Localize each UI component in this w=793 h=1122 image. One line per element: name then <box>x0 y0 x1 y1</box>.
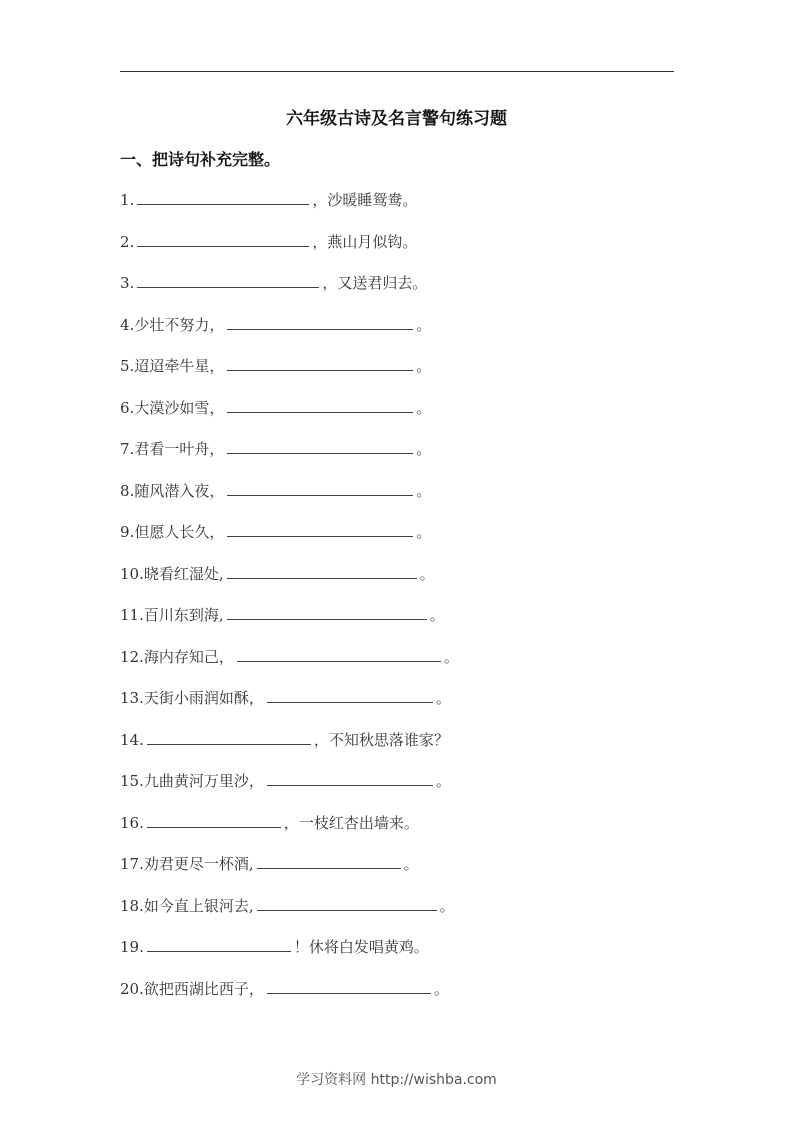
item-number: 16. <box>120 813 144 832</box>
exercise-item <box>120 812 680 854</box>
answer-blank[interactable] <box>227 356 413 371</box>
item-prefix: 随风潜入夜， <box>134 481 225 500</box>
exercise-item <box>120 480 680 522</box>
item-prefix: 九曲黄河万里沙， <box>143 772 264 790</box>
exercise-item <box>120 770 680 812</box>
page-title: 六年级古诗及名言警句练习题 <box>286 109 507 129</box>
answer-blank[interactable] <box>237 647 441 662</box>
exercise-item <box>120 978 680 1020</box>
item-number: 5. <box>120 357 135 375</box>
item-number: 19. <box>120 938 144 956</box>
answer-blank[interactable] <box>147 813 281 828</box>
item-prefix: 晓看红湿处, <box>143 564 224 583</box>
answer-blank[interactable] <box>147 730 311 745</box>
exercise-item <box>120 438 680 480</box>
answer-blank[interactable] <box>137 273 319 288</box>
item-suffix: 。 <box>416 398 432 417</box>
item-suffix: ，不知秋思落谁家？ <box>313 730 449 749</box>
item-suffix: 。 <box>416 440 432 458</box>
exercise-item <box>120 314 680 356</box>
exercise-item <box>120 604 680 646</box>
item-suffix: 。 <box>439 896 455 915</box>
answer-blank[interactable] <box>227 564 417 579</box>
item-prefix: 少壮不努力， <box>134 315 225 334</box>
exercise-list <box>120 189 680 1019</box>
item-suffix: 。 <box>429 606 445 624</box>
answer-blank[interactable] <box>227 481 413 496</box>
item-prefix: 迢迢牵牛星， <box>134 357 225 375</box>
section-heading: 一、把诗句补充完整。 <box>120 150 281 169</box>
item-suffix: 。 <box>403 855 419 873</box>
exercise-item <box>120 355 680 397</box>
item-number: 8. <box>120 481 135 500</box>
answer-blank[interactable] <box>257 896 437 911</box>
item-prefix: 大漠沙如雪， <box>134 398 225 417</box>
answer-blank[interactable] <box>137 190 309 205</box>
item-suffix: ！休将白发唱黄鸡。 <box>293 938 429 956</box>
footer-watermark: 学习资料网 http://wishba.com <box>296 1072 497 1088</box>
item-number: 18. <box>120 896 144 915</box>
exercise-item <box>120 895 680 937</box>
answer-blank[interactable] <box>227 398 413 413</box>
item-suffix: 。 <box>433 979 449 998</box>
header-rule <box>120 71 674 72</box>
item-suffix: 。 <box>443 647 459 666</box>
answer-blank[interactable] <box>257 854 401 869</box>
item-number: 3. <box>120 274 135 292</box>
item-suffix: 。 <box>435 772 451 790</box>
item-prefix: 天街小雨润如酥， <box>143 689 264 707</box>
exercise-item <box>120 853 680 895</box>
item-number: 12. <box>120 647 144 666</box>
answer-blank[interactable] <box>227 605 427 620</box>
item-suffix: ，燕山月似钩。 <box>312 232 418 251</box>
item-prefix: 欲把西湖比西子， <box>143 979 264 998</box>
item-suffix: 。 <box>416 357 432 375</box>
item-suffix: 。 <box>435 689 451 707</box>
item-suffix: 。 <box>416 481 432 500</box>
item-number: 20. <box>120 979 144 998</box>
exercise-item <box>120 231 680 273</box>
answer-blank[interactable] <box>147 937 291 952</box>
answer-blank[interactable] <box>267 979 431 994</box>
answer-blank[interactable] <box>267 688 433 703</box>
exercise-item <box>120 687 680 729</box>
item-suffix: ，又送君归去。 <box>322 274 428 292</box>
exercise-item <box>120 521 680 563</box>
exercise-item <box>120 189 680 231</box>
item-prefix: 海内存知己， <box>143 647 234 666</box>
item-suffix: 。 <box>416 523 432 541</box>
item-suffix: 。 <box>419 564 435 583</box>
item-number: 2. <box>120 232 135 251</box>
item-prefix: 百川东到海, <box>143 606 224 624</box>
item-prefix: 但愿人长久， <box>134 523 225 541</box>
exercise-item <box>120 729 680 771</box>
answer-blank[interactable] <box>227 439 413 454</box>
exercise-item <box>120 936 680 978</box>
item-number: 4. <box>120 315 135 334</box>
item-number: 7. <box>120 440 135 458</box>
item-number: 14. <box>120 730 144 749</box>
item-prefix: 君看一叶舟， <box>134 440 225 458</box>
exercise-item <box>120 272 680 314</box>
item-prefix: 劝君更尽一杯酒, <box>143 855 254 873</box>
exercise-item <box>120 646 680 688</box>
item-number: 15. <box>120 772 144 790</box>
item-number: 10. <box>120 564 144 583</box>
item-suffix: ，一枝红杏出墙来。 <box>283 813 419 832</box>
item-suffix: ，沙暖睡鸳鸯。 <box>312 191 418 209</box>
answer-blank[interactable] <box>137 232 309 247</box>
item-number: 6. <box>120 398 135 417</box>
item-prefix: 如今直上银河去, <box>143 896 254 915</box>
item-number: 9. <box>120 523 135 541</box>
answer-blank[interactable] <box>227 522 413 537</box>
answer-blank[interactable] <box>267 771 433 786</box>
answer-blank[interactable] <box>227 315 413 330</box>
item-number: 17. <box>120 855 144 873</box>
item-number: 11. <box>120 606 144 624</box>
item-number: 1. <box>120 191 135 209</box>
exercise-item <box>120 397 680 439</box>
item-suffix: 。 <box>416 315 432 334</box>
exercise-item <box>120 563 680 605</box>
item-number: 13. <box>120 689 144 707</box>
